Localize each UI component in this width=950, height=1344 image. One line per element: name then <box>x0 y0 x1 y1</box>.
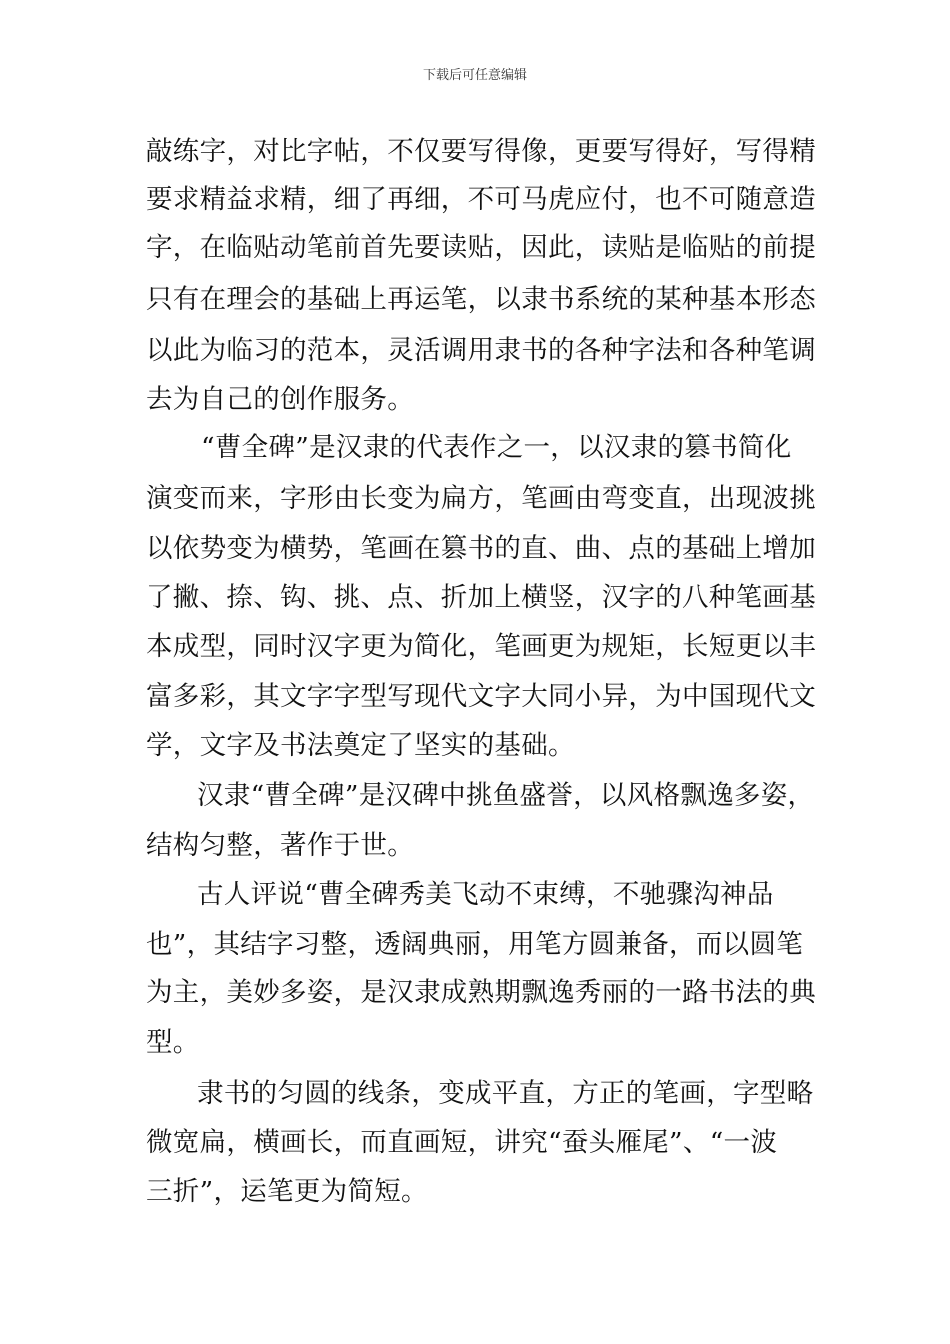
text-line: 了撇、捺、钩、挑、点、折加上横竖，汉字的八种笔画基 <box>146 582 816 613</box>
text-line: “曹全碑”是汉隶的代表作之一，以汉隶的篡书简化 <box>201 432 792 463</box>
text-line: 古人评说“曹全碑秀美飞动不束缚，不驰骤沟神品 <box>197 879 774 910</box>
text-line: 也”，其结字习整，透阔典丽，用笔方圆兼备，而以圆笔 <box>146 929 804 960</box>
text-line: 演变而来，字形由长变为扁方，笔画由弯变直，出现波挑 <box>146 483 816 514</box>
text-line: 为主，美妙多姿，是汉隶成熟期飘逸秀丽的一路书法的典 <box>146 977 816 1008</box>
text-line: 汉隶“曹全碑”是汉碑中挑鱼盛誉，以风格飘逸多姿， <box>197 780 815 811</box>
text-line: 微宽扁，横画长，而直画短，讲究“蚕头雁尾”、“一波 <box>146 1127 778 1158</box>
text-line: 只有在理会的基础上再运笔，以隶书系统的某种基本形态 <box>146 284 816 315</box>
text-line: 学，文字及书法奠定了坚实的基础。 <box>146 730 575 761</box>
text-line: 型。 <box>146 1027 200 1058</box>
text-line: 敲练字，对比字帖，不仅要写得像，更要写得好，写得精 <box>146 136 816 167</box>
text-line: 去为自己的创作服务。 <box>146 384 414 415</box>
text-line: 三折”，运笔更为简短。 <box>146 1176 428 1207</box>
text-line: 以依势变为横势，笔画在篡书的直、曲、点的基础上增加 <box>146 533 816 564</box>
text-line: 本成型，同时汉字更为简化，笔画更为规矩，长短更以丰 <box>146 631 816 662</box>
text-line: 字，在临贴动笔前首先要读贴，因此，读贴是临贴的前提 <box>146 232 816 263</box>
text-line: 富多彩，其文字字型写现代文字大同小异，为中国现代文 <box>146 681 816 712</box>
text-line: 结构匀整，著作于世。 <box>146 830 414 861</box>
text-line: 隶书的匀圆的线条，变成平直，方正的笔画，字型略 <box>197 1078 814 1109</box>
text-line: 要求精益求精，细了再细，不可马虎应付，也不可随意造 <box>146 184 816 215</box>
page-header: 下载后可任意编辑 <box>422 68 527 83</box>
text-line: 以此为临习的范本，灵活调用隶书的各种字法和各种笔调 <box>146 335 816 366</box>
